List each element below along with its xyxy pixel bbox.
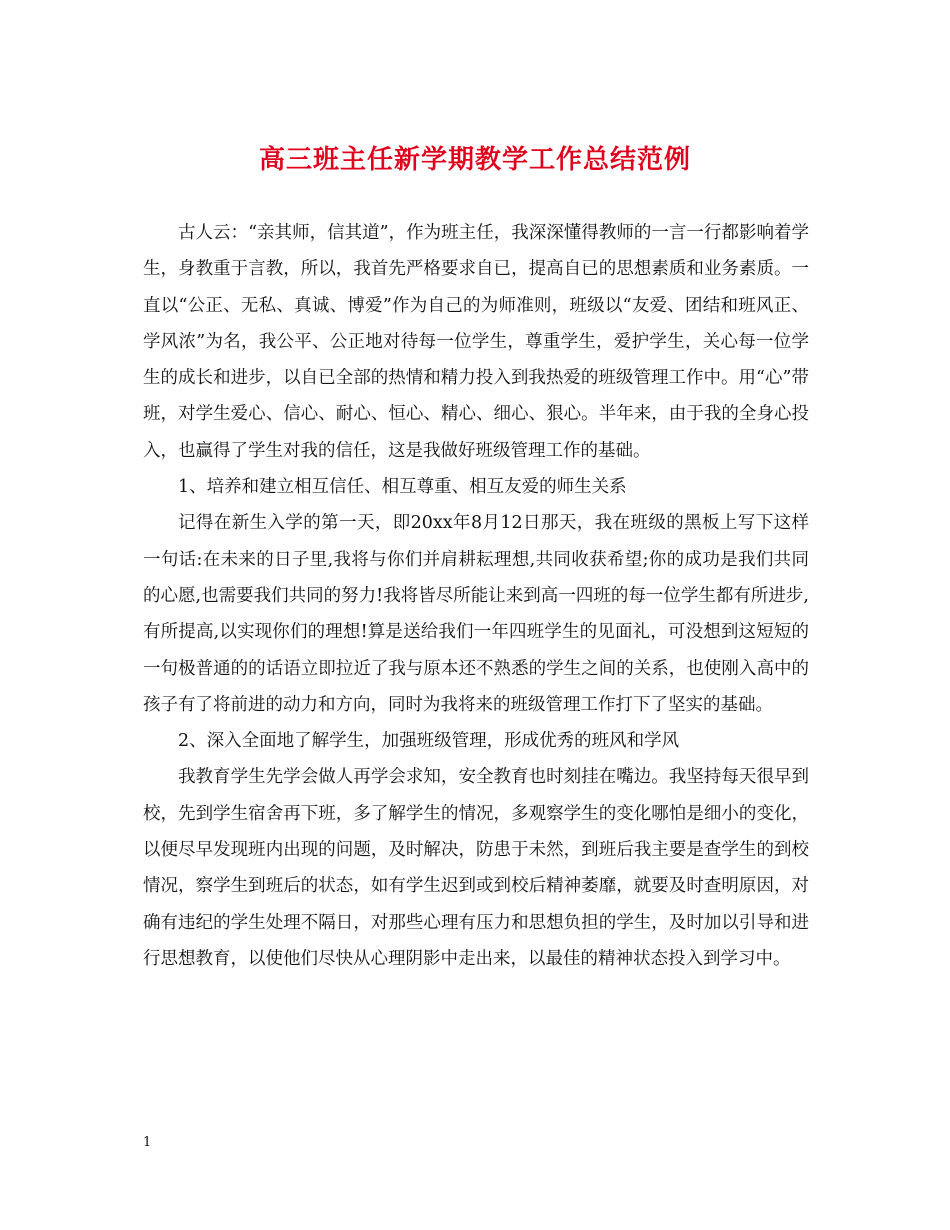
paragraph-section-2: 我教育学生先学会做人再学会求知，安全教育也时刻挂在嘴边。我坚持每天很早到校，先到学生宿舍再下班，多了解学生的情况，多观察学生的变化哪怕是细小的变化，以便尽早发现班内出现的问题，及时解决，防患于未然，到班后我主要是查学生的到校情况，察学生到班后的状态，如有学生迟到或到校后精神萎靡，就要及时查明原因，对确有违纪的学生处理不隔日，对那些心理有压力和思想负担的学生，及时加以引导和进行思想教育，以使他们尽快从心理阴影中走出来，以最佳的精神状态投入到学习中。	[143, 767, 809, 969]
section-heading-1: 1、培养和建立相互信任、相互尊重、相互友爱的师生关系	[178, 477, 627, 498]
document-title: 高三班主任新学期教学工作总结范例	[258, 145, 691, 175]
page-number: 1	[143, 1135, 152, 1150]
document-body	[143, 215, 809, 977]
paragraph-section-1: 记得在新生入学的第一天，即20xx年8月12日那天，我在班级的黑板上写下这样一句话:在未来的日子里,我将与你们并肩耕耘理想,共同收获希望;你的成功是我们共同的心愿,也需要我们共同的努力!我将皆尽所能让来到高一四班的每一位学生都有所进步,有所提高,以实现你们的理想!算是送给我们一年四班学生的见面礼，可没想到这短短的一句极普通的的话语立即拉近了我与原本还不熟悉的学生之间的关系，也使刚入高中的孩子有了将前进的动力和方向，同时为我将来的班级管理工作打下了坚实的基础。	[143, 513, 809, 715]
section-heading-2: 2、深入全面地了解学生，加强班级管理，形成优秀的班风和学风	[178, 731, 680, 752]
paragraph-intro: 古人云：“亲其师，信其道”，作为班主任，我深深懂得教师的一言一行都影响着学生，身教重于言教，所以，我首先严格要求自已，提高自已的思想素质和业务素质。一直以“公正、无私、真诚、博爱”作为自己的为师准则，班级以“友爱、团结和班风正、学风浓”为名，我公平、公正地对待每一位学生，尊重学生，爱护学生，关心每一位学生的成长和进步，以自已全部的热情和精力投入到我热爱的班级管理工作中。用“心”带班，对学生爱心、信心、耐心、恒心、精心、细心、狠心。半年来，由于我的全身心投入，也赢得了学生对我的信任，这是我做好班级管理工作的基础。	[143, 223, 809, 461]
